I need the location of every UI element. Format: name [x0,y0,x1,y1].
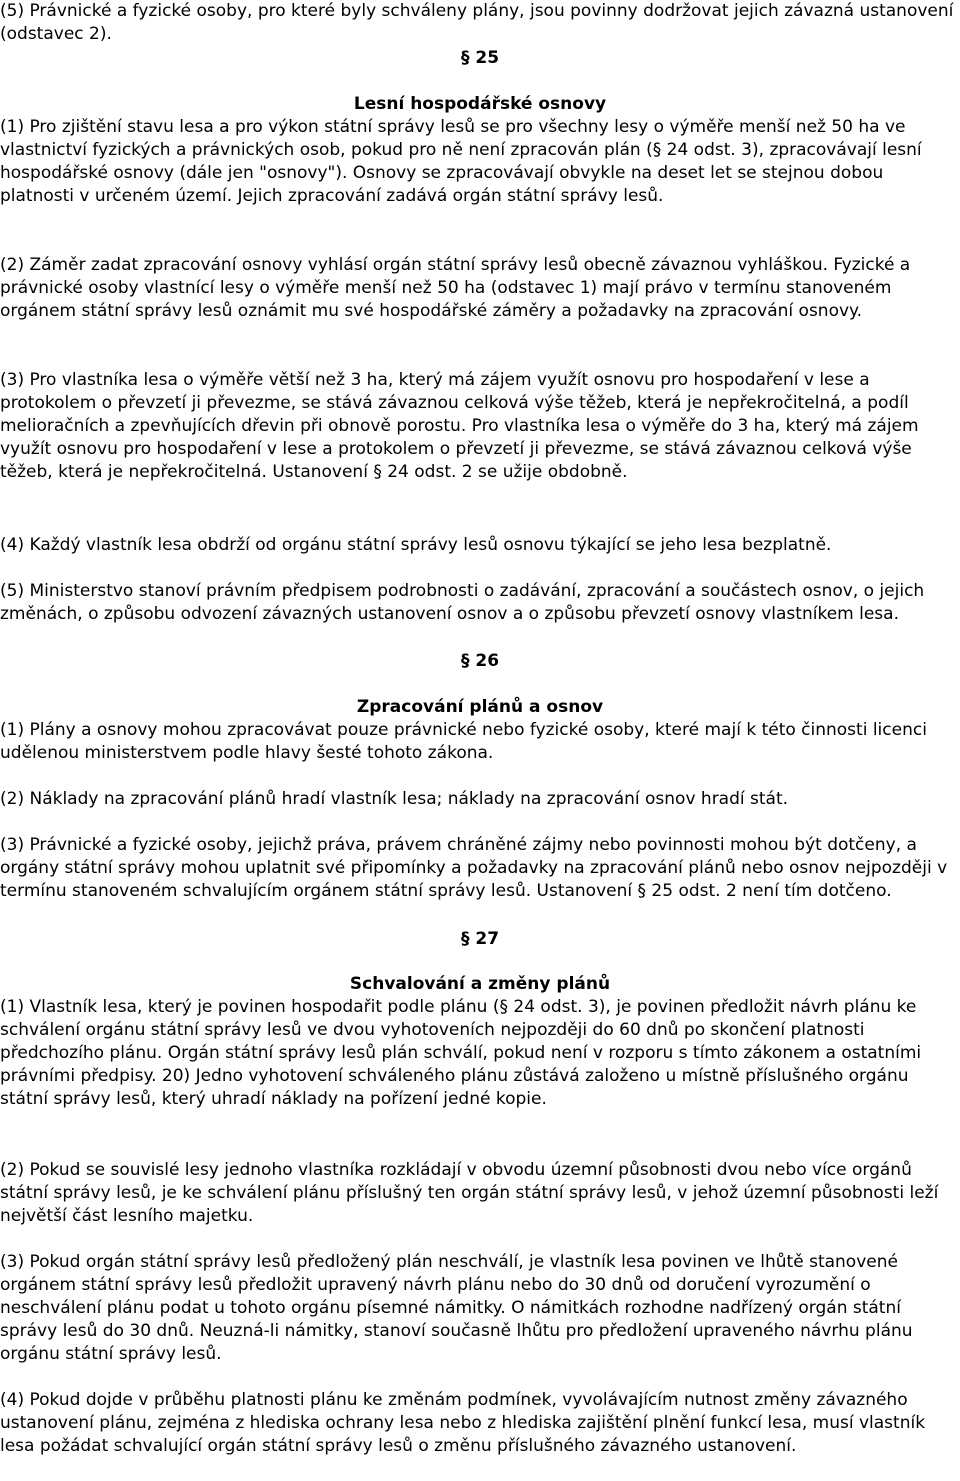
section-25-paragraph-3: (3) Pro vlastníka lesa o výměře větší než 3 ha, který má zájem využít osnovu pro hospodaření v lese a protokolem o převzetí ji převezme, se stává závaznou celková výše těžeb, která je nepřekročitelná, a podíl melioračních a zpevňujících dřevin při obnově porostu. Pro vlastníka lesa o výměře do 3 ha, který má zájem využít osnovu pro hospodaření v lese a protokolem o převzetí ji převezme, se stává závaznou celková výše těžeb, která je nepřekročitelná. Ustanovení § 24 odst. 2 se užije obdobně. [0,370,919,482]
section-25-paragraph-2: (2) Záměr zadat zpracování osnovy vyhlásí orgán státní správy lesů obecně závaznou vyhláškou. Fyzické a právnické osoby vlastnící lesy o výměře menší než 50 ha (odstavec 1) mají právo v termínu stanoveném orgánem státní správy lesů oznámit mu své hospodářské záměry a požadavky na zpracování osnovy. [0,255,911,321]
section-27-title: Schvalování a změny plánů [349,974,611,994]
paragraph-prev-5: (5) Právnické a fyzické osoby, pro které byly schváleny plány, jsou povinny dodržovat jejich závazná ustanovení (odstavec 2). [0,1,954,44]
section-25-paragraph-5: (5) Ministerstvo stanoví právním předpisem podrobnosti o zadávání, zpracování a součástech osnov, o jejich změnách, o způsobu odvození závazných ustanovení osnov a o způsobu převzetí osnovy vlastníkem lesa. [0,581,925,624]
section-25-title: Lesní hospodářské osnovy [353,94,607,114]
section-26-paragraph-1: (1) Plány a osnovy mohou zpracovávat pouze právnické nebo fyzické osoby, které mají k této činnosti licenci udělenou ministerstvem podle hlavy šesté tohoto zákona. [0,720,927,763]
section-26-title: Zpracování plánů a osnov [356,697,604,717]
section-27-paragraph-3: (3) Pokud orgán státní správy lesů předložený plán neschválí, je vlastník lesa povinen ve lhůtě stanovené orgánem státní správy lesů předložit upravený návrh plánu nebo do 30 dnů od doručení vyrozumění o neschválení plánu podat u tohoto orgánu písemné námitky. O námitkách rozhodne nadřízený orgán státní správy lesů do 30 dnů. Neuzná-li námitky, stanoví současně lhůtu pro předložení upraveného návrhu plánu orgánu státní správy lesů. [0,1252,913,1364]
section-25-paragraph-4: (4) Každý vlastník lesa obdrží od orgánu státní správy lesů osnovu týkající se jeho lesa bezplatně. [0,535,832,555]
section-25-paragraph-1: (1) Pro zjištění stavu lesa a pro výkon státní správy lesů se pro všechny lesy o výměře menší než 50 ha ve vlastnictví fyzických a právnických osob, pokud pro ně není zpracován plán (§ 24 odst. 3), zpracovávají lesní hospodářské osnovy (dále jen "osnovy"). Osnovy se zpracovávají obvykle na deset let se stejnou dobou platnosti v určeném území. Jejich zpracování zadává orgán státní správy lesů. [0,117,922,206]
section-25-number: § 25 [460,48,500,68]
section-27-paragraph-4: (4) Pokud dojde v průběhu platnosti plánu ke změnám podmínek, vyvolávajícím nutnost změny závazného ustanovení plánu, zejména z hlediska ochrany lesa nebo z hlediska zajištění plnění funkcí lesa, musí vlastník lesa požádat schvalující orgán státní správy lesů o změnu příslušného závazného ustanovení. [0,1390,926,1456]
section-26-number: § 26 [460,651,500,671]
section-26-paragraph-3: (3) Právnické a fyzické osoby, jejichž práva, právem chráněné zájmy nebo povinnosti mohou být dotčeny, a orgány státní správy mohou uplatnit své připomínky a požadavky na zpracování plánů nebo osnov nejpozději v termínu stanoveném schvalujícím orgánem státní správy lesů. Ustanovení § 25 odst. 2 není tím dotčeno. [0,835,948,901]
section-27-paragraph-2: (2) Pokud se souvislé lesy jednoho vlastníka rozkládají v obvodu územní působnosti dvou nebo více orgánů státní správy lesů, je ke schválení plánu příslušný ten orgán státní správy lesů, v jehož územní působnosti leží největší část lesního majetku. [0,1160,939,1226]
section-26-paragraph-2: (2) Náklady na zpracování plánů hradí vlastník lesa; náklady na zpracování osnov hradí stát. [0,789,789,809]
section-27-number: § 27 [460,929,500,949]
section-27-paragraph-1: (1) Vlastník lesa, který je povinen hospodařit podle plánu (§ 24 odst. 3), je povinen předložit návrh plánu ke schválení orgánu státní správy lesů ve dvou vyhotoveních nejpozději do 60 dnů po skončení platnosti předchozího plánu. Orgán státní správy lesů plán schválí, pokud není v rozporu s tímto zákonem a ostatními právními předpisy. 20) Jedno vyhotovení schváleného plánu zůstává založeno u místně příslušného orgánu státní správy lesů, který uhradí náklady na pořízení jedné kopie. [0,997,922,1109]
